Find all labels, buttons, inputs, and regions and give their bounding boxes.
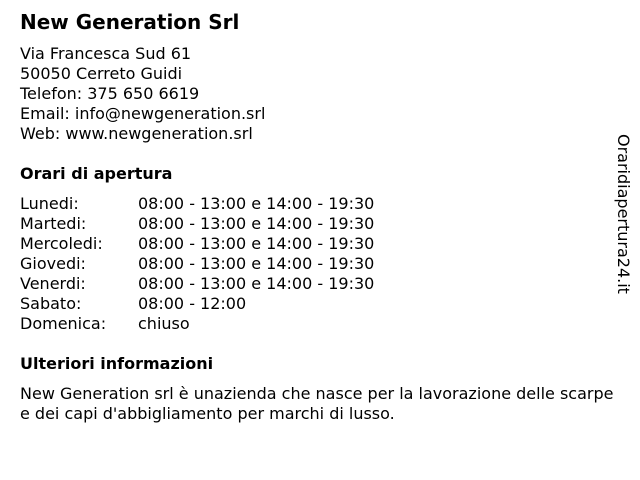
- opening-hours-heading: Orari di apertura: [20, 164, 173, 183]
- opening-hours-table: [20, 194, 374, 334]
- watermark-link[interactable]: Oraridiapertura24.it: [614, 134, 633, 294]
- business-name: New Generation Srl: [20, 10, 240, 34]
- hours-row: [20, 234, 374, 254]
- time-value: 08:00 - 13:00 e 14:00 - 19:30: [138, 214, 375, 233]
- hours-row: [20, 294, 374, 314]
- time-value: 08:00 - 12:00: [138, 294, 247, 313]
- day-label: Domenica:: [20, 314, 107, 333]
- day-label: Lunedi:: [20, 194, 79, 213]
- contact-block: [20, 44, 265, 144]
- time-value: 08:00 - 13:00 e 14:00 - 19:30: [138, 254, 375, 273]
- day-label: Giovedi:: [20, 254, 86, 273]
- time-value: 08:00 - 13:00 e 14:00 - 19:30: [138, 234, 375, 253]
- day-label: Mercoledi:: [20, 234, 103, 253]
- hours-row: [20, 214, 374, 234]
- time-value: 08:00 - 13:00 e 14:00 - 19:30: [138, 274, 375, 293]
- time-value: 08:00 - 13:00 e 14:00 - 19:30: [138, 194, 375, 213]
- phone-number: Telefon: 375 650 6619: [20, 84, 200, 103]
- website: Web: www.newgeneration.srl: [20, 124, 253, 143]
- day-label: Martedi:: [20, 214, 87, 233]
- address-street: Via Francesca Sud 61: [20, 44, 192, 63]
- day-label: Sabato:: [20, 294, 82, 313]
- hours-row: [20, 274, 374, 294]
- hours-row: [20, 314, 374, 334]
- further-info-heading: Ulteriori informazioni: [20, 354, 214, 373]
- hours-row: [20, 254, 374, 274]
- further-info-text: New Generation srl è unazienda che nasce per la lavorazione delle scarpe e dei capi d'abbigliamento per marchi di lusso.: [20, 384, 614, 423]
- hours-row: [20, 194, 374, 214]
- email-address: Email: info@newgeneration.srl: [20, 104, 266, 123]
- time-value: chiuso: [138, 314, 190, 333]
- day-label: Venerdi:: [20, 274, 86, 293]
- address-city: 50050 Cerreto Guidi: [20, 64, 183, 83]
